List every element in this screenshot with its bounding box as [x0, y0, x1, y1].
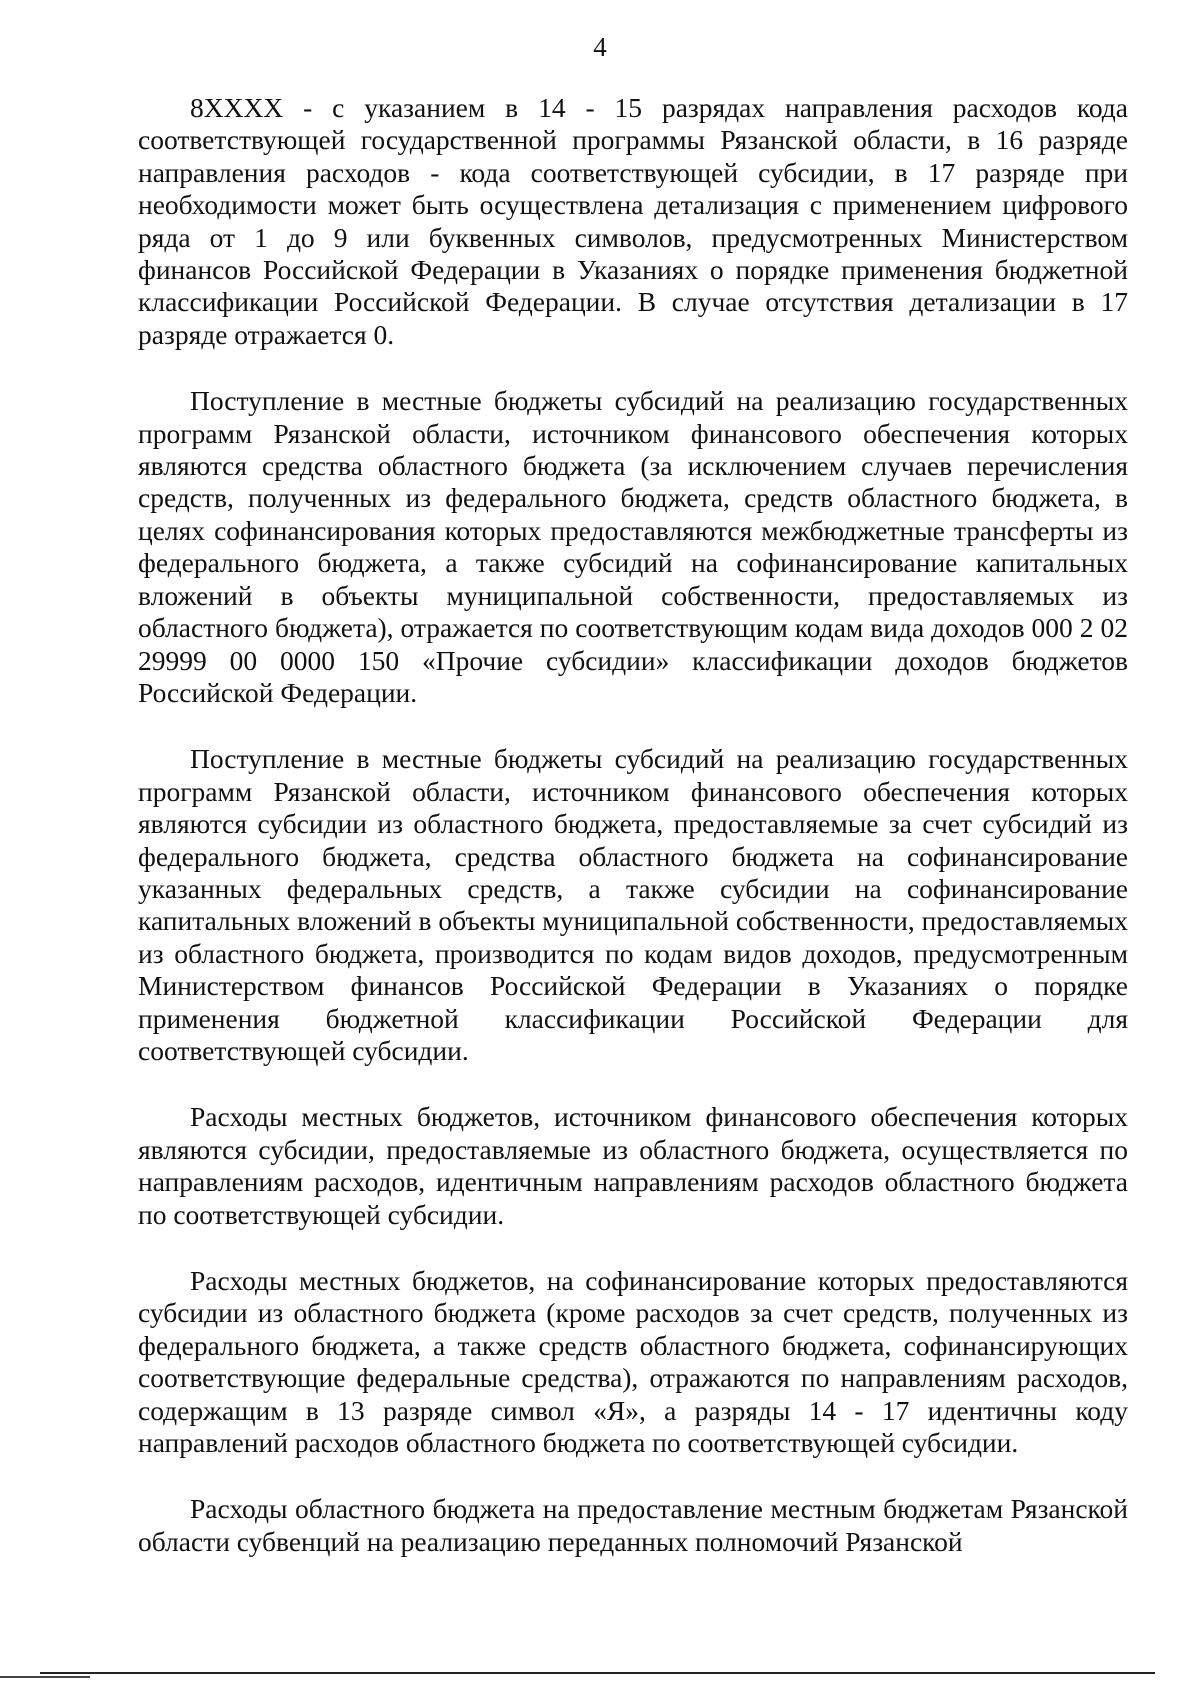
paragraph-federal-subsidies-income: Поступление в местные бюджеты субсидий на реализацию государственных программ Рязанской области, источником финансового обеспечения которых являются субсидии из областного бюджета, предоставляемые за счет субсидий из федерального бюджета, средства областного бюджета на софинансирование указанных федеральных средств, а также субсидии на софинансирование капитальных вложений в объекты муниципальной собственности, предоставляемых из областного бюджета, производится по кодам видов доходов, предусмотренным Министерством финансов Российской Федерации в Указаниях о порядке применения бюджетной классификации Российской Федерации для соответствующей субсидии. — [138, 743, 1128, 1066]
page-number: 4 — [593, 32, 607, 62]
paragraph-local-expenses-subsidies: Расходы местных бюджетов, источником финансового обеспечения которых являются субсидии, предоставляемые из областного бюджета, осуществляется по направлениям расходов, идентичным направлениям расходов областного бюджета по соответствующей субсидии. — [138, 1101, 1128, 1230]
paragraph-cofinancing-expenses: Расходы местных бюджетов, на софинансирование которых предоставляются субсидии из областного бюджета (кроме расходов за счет средств, полученных из федерального бюджета, а также средств областного бюджета, софинансирующих соответствующие федеральные средства), отражаются по направлениям расходов, содержащим в 13 разряде символ «Я», а разряды 14 - 17 идентичны коду направлений расходов областного бюджета по соответствующей субсидии. — [138, 1265, 1128, 1459]
paragraph-detail-code: 8XXXX - с указанием в 14 - 15 разрядах направления расходов кода соответствующей государственной программы Рязанской области, в 16 разряде направления расходов - кода соответствующей субсидии, в 17 разряде при необходимости может быть осуществлена детализация с применением цифрового ряда от 1 до 9 или буквенных символов, предусмотренных Министерством финансов Российской Федерации в Указаниях о порядке применения бюджетной классификации Российской Федерации. В случае отсутствия детализации в 17 разряде отражается 0. — [138, 92, 1128, 350]
footer-rule-left — [0, 1676, 90, 1678]
footer-rule — [40, 1672, 1155, 1674]
paragraph-regional-subsidies-income: Поступление в местные бюджеты субсидий на реализацию государственных программ Рязанской области, источником финансового обеспечения которых являются средства областного бюджета (за исключением случаев перечисления средств, полученных из федерального бюджета, средств областного бюджета, в целях софинансирования которых предоставляются межбюджетные трансферты из федерального бюджета, а также субсидий на софинансирование капитальных вложений в объекты муниципальной собственности, предоставляемых из областного бюджета), отражается по соответствующим кодам вида доходов 000 2 02 29999 00 0000 150 «Прочие субсидии» классификации доходов бюджетов Российской Федерации. — [138, 385, 1128, 708]
paragraph-subventions-expenses: Расходы областного бюджета на предоставление местным бюджетам Рязанской области субвенций на реализацию переданных полномочий Рязанской — [138, 1493, 1128, 1557]
document-body — [138, 92, 1128, 1558]
